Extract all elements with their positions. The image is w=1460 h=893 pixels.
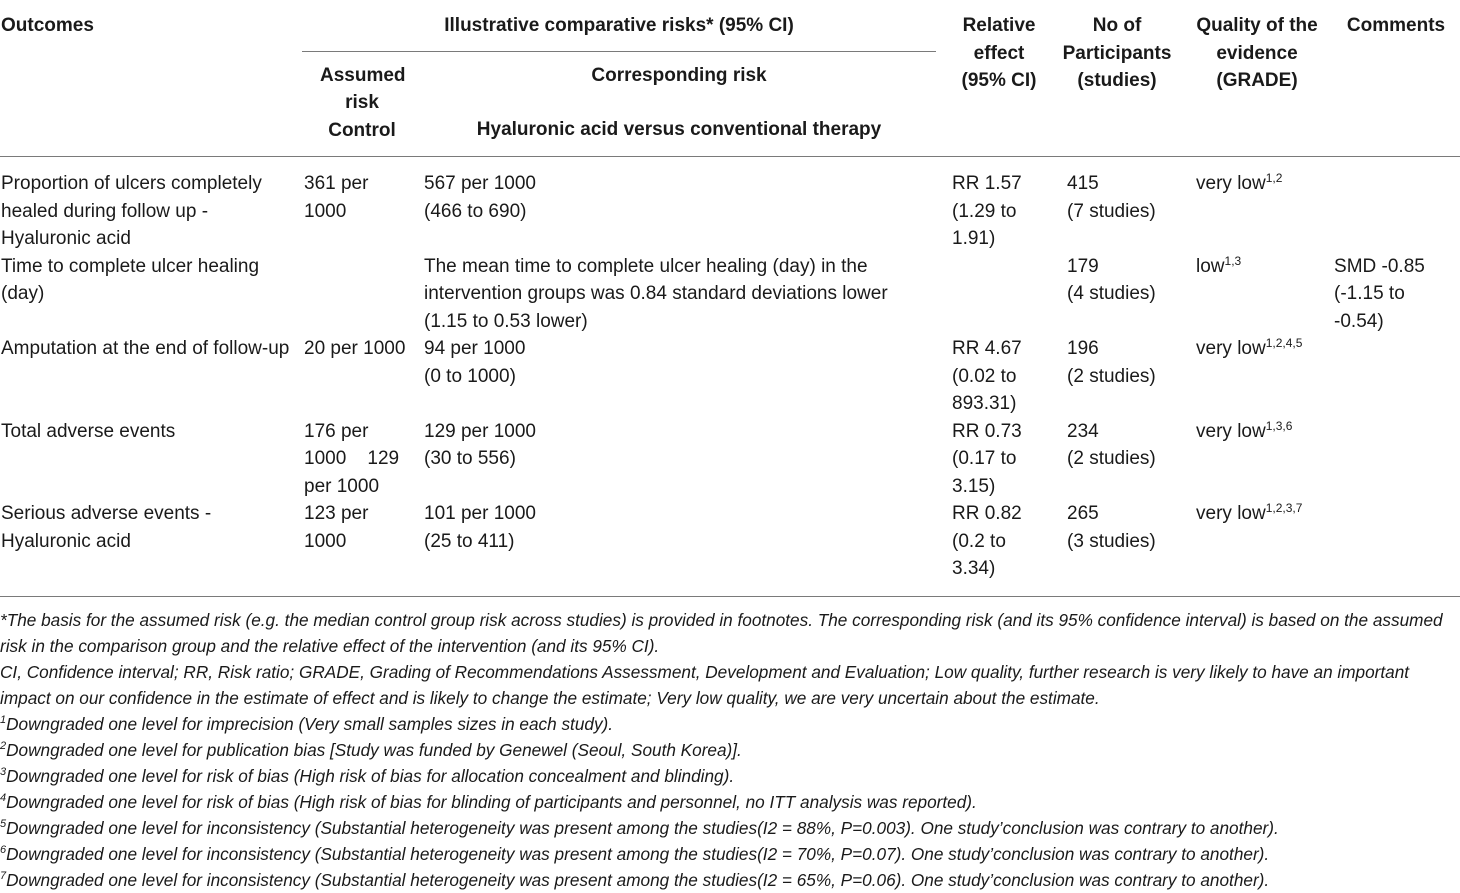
cell-corresponding-ci: (0 to 1000) (424, 365, 516, 387)
cell-participants-studies: (2 studies) (1067, 365, 1156, 387)
footnote-text: Downgraded one level for inconsistency (Substantial heterogeneity was present among the studies(I2 = 70%, P=0.07). One study’conclusion was contrary to another). (6, 843, 1270, 864)
cell-quality (1182, 253, 1332, 336)
cell-participants-studies: (3 studies) (1067, 530, 1156, 552)
cell-quality-footnote-ref: 1,3,6 (1265, 418, 1293, 433)
cell-comments (1332, 335, 1460, 418)
footnote-assumed-risk-basis: *The basis for the assumed risk (e.g. the median control group risk across studies) is provided in footnotes. The corresponding risk (and its 95% confidence interval) is based on the assumed risk in the comparison group and the relative effect of the intervention (and its 95% CI). (0, 609, 1443, 656)
footnote-number: 3 (0, 765, 7, 778)
cell-outcome: Amputation at the end of follow-up (1, 338, 290, 359)
cell-participants (1052, 418, 1182, 501)
footnote-item (0, 815, 1460, 841)
table-footnotes (0, 597, 1460, 893)
footnote-number: 1 (0, 713, 7, 726)
cell-quality-footnote-ref: 1,3 (1224, 253, 1242, 268)
cell-corresponding-risk (422, 500, 936, 596)
cell-corresponding-risk (422, 335, 936, 418)
cell-quality (1182, 157, 1332, 253)
cell-quality-footnote-ref: 1,2,3,7 (1265, 501, 1303, 515)
header-assumed-risk-label: Assumed risk (320, 64, 406, 113)
cell-corresponding-ci: (30 to 556) (424, 448, 516, 469)
table-body (0, 157, 1460, 597)
cell-participants-studies: (4 studies) (1067, 283, 1156, 304)
cell-outcome: Total adverse events (1, 420, 176, 442)
cell-comments (1332, 157, 1460, 253)
header-corresponding-risk-label: Corresponding risk (591, 64, 767, 86)
cell-participants-count: 196 (1067, 338, 1099, 359)
cell-participants-count: 265 (1067, 503, 1099, 524)
cell-assumed-risk: 176 per 1000 129 per 1000 (304, 420, 405, 497)
cell-quality-text: very low (1196, 503, 1266, 524)
footnote-abbreviations: CI, Confidence interval; RR, Risk ratio; GRADE, Grading of Recommendations Assessment, Development and Evaluation; Low quality, further research is very likely to have an important impact on our confidence in the estimate of effect and is likely to change the estimate; Very low quality, we are very uncertain about the estimate. (0, 661, 1410, 708)
cell-quality (1182, 500, 1332, 596)
cell-relative-effect: RR 4.67 (0.02 to 893.31) (952, 338, 1022, 414)
header-corresponding-risk (422, 51, 936, 157)
cell-quality-footnote-ref: 1,2,4,5 (1265, 336, 1303, 350)
cell-corresponding-risk (422, 253, 936, 336)
footnote-item (0, 841, 1460, 867)
header-outcomes: Outcomes (0, 0, 302, 157)
table-row (0, 157, 1460, 253)
header-quality: Quality of the evidence (GRADE) (1182, 0, 1332, 157)
header-illustrative-risks: Illustrative comparative risks* (95% CI) (302, 0, 936, 51)
header-comparison: Hyaluronic acid versus conventional therapy (476, 119, 882, 140)
footnote-text: Downgraded one level for risk of bias (High risk of bias for blinding of participants and personnel, no ITT analysis was reported). (6, 791, 977, 812)
cell-participants (1052, 253, 1182, 336)
cell-participants-count: 234 (1067, 420, 1099, 442)
cell-quality-text: very low (1196, 338, 1266, 359)
footnote-text: Downgraded one level for imprecision (Very small samples sizes in each study). (6, 713, 614, 734)
footnote-text: Downgraded one level for inconsistency (Substantial heterogeneity was present among the studies(I2 = 88%, P=0.003). One study’conclusion was contrary to another). (6, 817, 1279, 838)
footnote-item (0, 789, 1460, 815)
cell-assumed-risk (302, 253, 422, 336)
cell-participants (1052, 157, 1182, 253)
table-row (0, 500, 1460, 596)
cell-comments (1332, 500, 1460, 596)
footnote-text: Downgraded one level for inconsistency (Substantial heterogeneity was present among the studies(I2 = 65%, P=0.06). One study’conclusion was contrary to another). (6, 869, 1270, 890)
cell-relative-effect (936, 253, 1052, 336)
footnote-item (0, 763, 1460, 789)
header-assumed-risk (302, 51, 422, 157)
cell-quality-text: very low (1196, 420, 1266, 442)
cell-assumed-risk: 20 per 1000 (304, 338, 406, 359)
cell-relative-effect: RR 1.57 (1.29 to 1.91) (952, 173, 1022, 249)
cell-comments: SMD -0.85 (-1.15 to -0.54) (1334, 255, 1425, 332)
cell-corresponding-value: 101 per 1000 (424, 503, 536, 524)
header-assumed-control: Control (328, 119, 396, 141)
header-participants: No of Participants (studies) (1052, 0, 1182, 157)
footnote-item (0, 737, 1460, 763)
cell-corresponding-risk (422, 157, 936, 253)
cell-participants (1052, 500, 1182, 596)
cell-participants (1052, 335, 1182, 418)
cell-comments (1332, 418, 1460, 501)
cell-corresponding-ci: (25 to 411) (424, 530, 515, 552)
cell-quality-text: very low (1196, 173, 1266, 194)
cell-outcome: Proportion of ulcers completely healed during follow up - Hyaluronic acid (1, 173, 262, 249)
cell-assumed-risk: 361 per 1000 (304, 173, 369, 222)
cell-participants-studies: (2 studies) (1067, 448, 1156, 469)
table-header (0, 0, 1460, 157)
footnote-text: Downgraded one level for publication bias [Study was funded by Genewel (Seoul, South Korea)]. (6, 739, 742, 760)
cell-relative-effect: RR 0.82 (0.2 to 3.34) (936, 500, 1052, 596)
cell-corresponding-value: 129 per 1000 (424, 420, 536, 442)
cell-assumed-risk: 123 per 1000 (302, 500, 422, 596)
cell-quality (1182, 418, 1332, 501)
cell-outcome: Time to complete ulcer healing (day) (1, 255, 260, 304)
table-row (0, 418, 1460, 501)
table-row (0, 335, 1460, 418)
cell-quality-text: low (1196, 255, 1225, 277)
cell-relative-effect: RR 0.73 (0.17 to 3.15) (952, 420, 1022, 497)
cell-quality-footnote-ref: 1,2 (1265, 171, 1283, 185)
footnote-number: 2 (0, 739, 7, 752)
table-row (0, 253, 1460, 336)
footnote-text: Downgraded one level for risk of bias (High risk of bias for allocation concealment and blinding). (6, 765, 735, 786)
header-relative-effect: Relative effect (95% CI) (936, 0, 1052, 157)
footnote-item (0, 711, 1460, 737)
footnote-number: 7 (0, 869, 7, 882)
cell-participants-studies: (7 studies) (1067, 200, 1156, 222)
cell-participants-count: 415 (1067, 173, 1099, 194)
footnote-number: 4 (0, 791, 7, 804)
cell-corresponding-risk (422, 418, 936, 501)
cell-outcome: Serious adverse events - Hyaluronic acid (0, 500, 302, 596)
cell-participants-count: 179 (1067, 255, 1099, 277)
cell-quality (1182, 335, 1332, 418)
cell-corresponding-ci: (466 to 690) (424, 200, 527, 222)
footnote-number: 6 (0, 843, 7, 856)
cell-corresponding-value: 94 per 1000 (424, 338, 526, 359)
header-comments: Comments (1332, 0, 1460, 157)
footnote-number: 5 (0, 817, 7, 830)
cell-corresponding-value: 567 per 1000 (424, 173, 536, 194)
cell-corresponding-value: The mean time to complete ulcer healing (day) in the intervention groups was 0.84 standard deviations lower (1.15 to 0.53 lower) (424, 255, 888, 332)
